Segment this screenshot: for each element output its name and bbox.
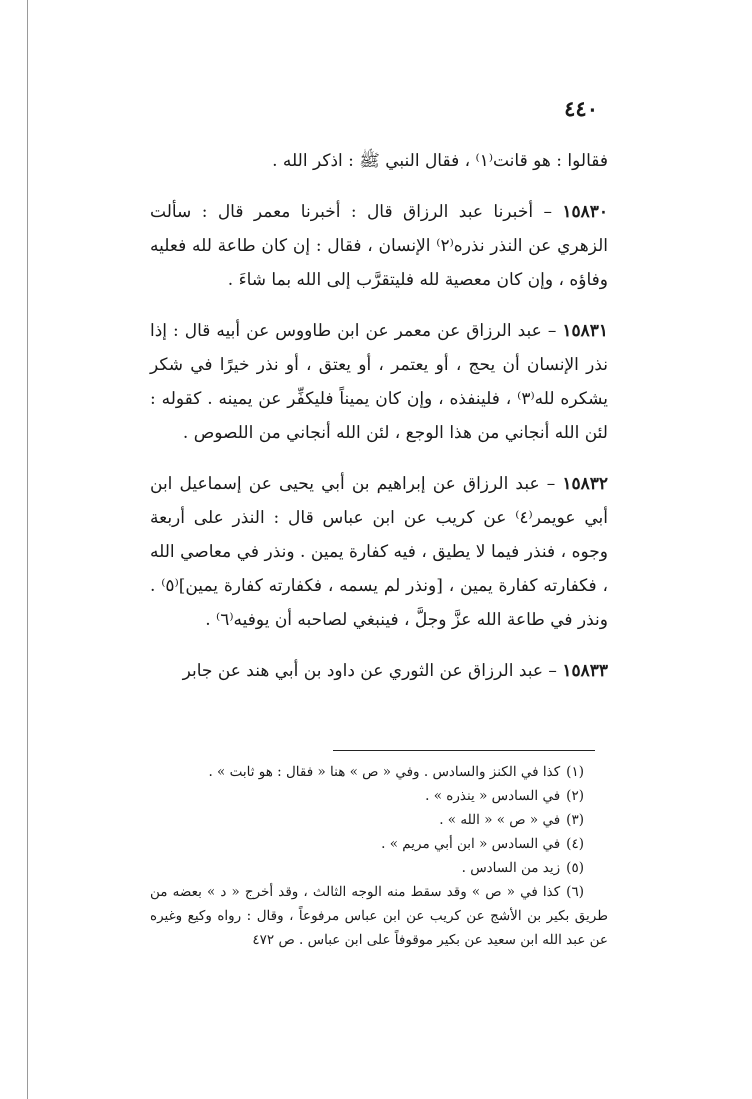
footnote-number: (٥) [566, 860, 584, 876]
hadith-paragraph [150, 195, 608, 297]
hadith-number: ١٥٨٣٢ [562, 474, 608, 494]
paragraph-text: – عبد الرزاق عن إبراهيم بن أبي يحيى عن إسماعيل ابن أبي عويمر⁽٤⁾ عن كريب عن ابن عباس قال : النذر على أربعة وجوه ، فنذر فيما لا يطيق ، فيه كفارة يمين . ونذر في معاصي الله ، فكفارته كفارة يمين ، [ونذر لم يسمه ، فكفارته كفارة يمين]⁽٥⁾ . ونذر في طاعة الله عزَّ وجلَّ ، فينبغي لصاحبه أن يوفيه⁽٦⁾ . [150, 474, 609, 630]
intro-paragraph [150, 144, 608, 178]
paragraph-text: – عبد الرزاق عن الثوري عن داود بن أبي هند عن جابر [182, 661, 563, 681]
footnote-text: كذا في « ص » وقد سقط منه الوجه الثالث ، وقد أخرج « د » بعضه من طريق بكير بن الأشج عن كريب عن ابن عباس مرفوعاً ، وقال : رواه وكيع وغيره عن عبد الله ابن سعيد عن بكير موقوفاً على ابن عباس . ص ٤٧٢ [150, 884, 608, 948]
footnote-number: (٤) [566, 836, 584, 852]
hadith-paragraph [150, 654, 608, 688]
page-number: ٤٤٠ [564, 96, 598, 121]
hadith-number: ١٥٨٣١ [562, 321, 608, 341]
main-text-body [150, 144, 608, 705]
footnote [150, 784, 608, 808]
footnote-number: (٣) [566, 812, 584, 828]
footnote-text: كذا في الكنز والسادس . وفي « ص » هنا « فقال : هو ثابت » . [208, 764, 561, 780]
footnote-text: في السادس « ابن أبي مريم » . [381, 836, 561, 852]
hadith-number: ١٥٨٣٠ [562, 202, 608, 222]
paragraph-text: – عبد الرزاق عن معمر عن ابن طاووس عن أبيه قال : إذا نذر الإنسان أن يحج ، أو يعتمر ، أو يعتق ، أو نذر خيرًا في شكر يشكره لله⁽٣⁾ ، فلينفذه ، وإن كان يميناً فليكفِّر عن يمينه . كقوله : لئن الله أنجاني من هذا الوجع ، لئن الله أنجاني من اللصوص . [150, 321, 608, 443]
footnote [150, 856, 608, 880]
footnote-text: في « ص » « الله » . [439, 812, 561, 828]
footnote-number: (٢) [566, 788, 584, 804]
hadith-number: ١٥٨٣٣ [562, 661, 608, 681]
hadith-paragraph [150, 314, 608, 450]
footnote-text: زيد من السادس . [461, 860, 561, 876]
page-edge-line [27, 0, 28, 1099]
footnote [150, 760, 608, 784]
paragraph-text: فقالوا : هو قانت⁽١⁾ ، فقال النبي ﷺ : اذكر الله . [272, 151, 608, 171]
footnote-number: (٦) [566, 884, 584, 900]
footnote [150, 808, 608, 832]
footnote [150, 880, 608, 952]
footnote-divider [333, 750, 595, 751]
hadith-paragraph [150, 467, 608, 637]
footnote-number: (١) [566, 764, 584, 780]
footnote [150, 832, 608, 856]
footnote-text: في السادس « ينذره » . [425, 788, 561, 804]
paragraph-text: – أخبرنا عبد الرزاق قال : أخبرنا معمر قال : سألت الزهري عن النذر نذره⁽٢⁾ الإنسان ، فقال : إن كان طاعة لله فعليه وفاؤه ، وإن كان معصية لله فليتقرَّب إلى الله بما شاءَ . [150, 202, 608, 290]
footnotes-section [150, 760, 608, 952]
